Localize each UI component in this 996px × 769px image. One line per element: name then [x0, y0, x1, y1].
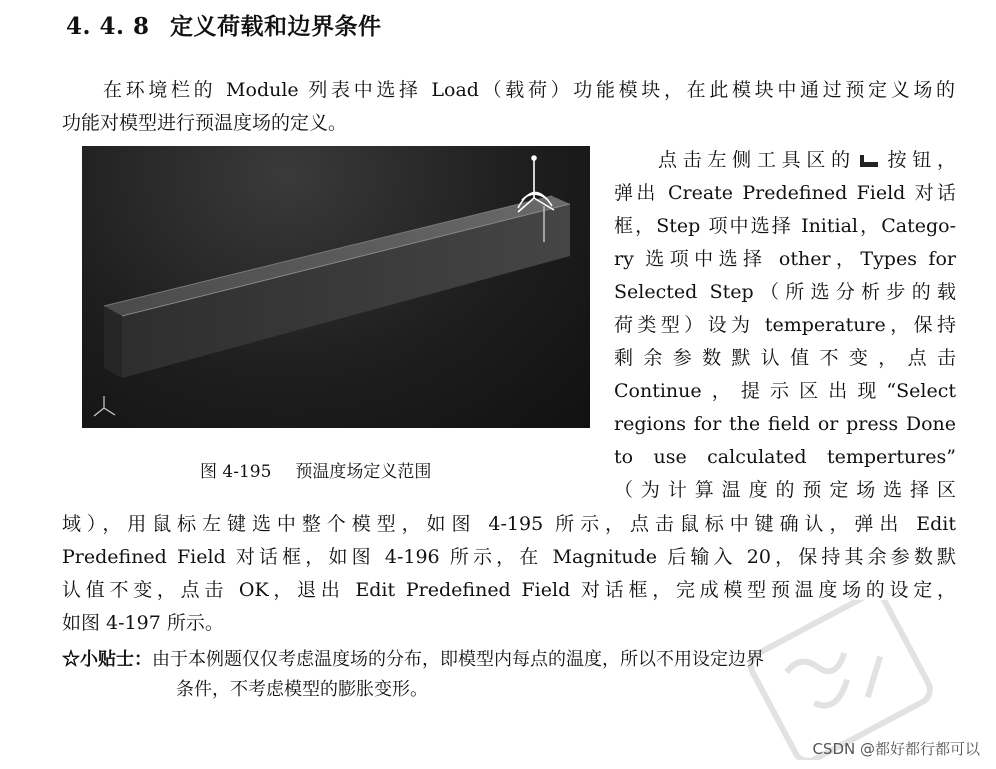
side-line-1 — [614, 144, 956, 177]
section-title: 定义荷载和边界条件 — [170, 13, 382, 40]
side-line-1-start: 点击左侧工具区的 — [658, 149, 856, 171]
side-line-7: 剩余参数默认值不变，点击 — [614, 347, 956, 369]
side-line-4: ry 选项中选择 other，Types for — [614, 248, 956, 270]
figure-caption — [200, 457, 431, 482]
beam-model-illustration — [82, 146, 590, 428]
bottom-line-2: Predefined Field 对话框，如图 4-196 所示，在 Magnitude 后输入 20，保持其余参数默 — [62, 546, 956, 568]
bottom-line-1: 域），用鼠标左键选中整个模型，如图 4-195 所示，点击鼠标中键确认，弹出 Edit — [62, 513, 956, 535]
side-paragraph — [614, 144, 956, 507]
tip-text-1: 由于本例题仅仅考虑温度场的分布，即模型内每点的温度，所以不用设定边界 — [152, 649, 764, 670]
beam-end-face — [104, 306, 122, 378]
side-line-3: 框，Step 项中选择 Initial，Catego- — [614, 215, 956, 237]
side-line-9: regions for the field or press Done — [614, 413, 956, 435]
predefined-field-tool-icon — [860, 155, 878, 167]
intro-paragraph-line-2: 功能对模型进行预温度场的定义。 — [62, 112, 348, 134]
watermark-seal-icon — [736, 600, 936, 760]
bottom-line-4: 如图 4-197 所示。 — [62, 612, 224, 634]
section-heading — [66, 8, 382, 41]
tip-text-2: 条件，不考虑模型的膨胀变形。 — [176, 679, 428, 700]
side-line-2: 弹出 Create Predefined Field 对话 — [614, 182, 956, 204]
side-line-10: to use calculated tempertures” — [614, 446, 956, 468]
view-axes-icon — [94, 396, 115, 416]
csdn-credit: CSDN @都好都行都可以 — [812, 740, 980, 758]
figure-caption-number: 图 4-195 — [200, 462, 272, 482]
tip-label: ☆小贴士： — [62, 649, 152, 670]
section-number: 4. 4. 8 — [66, 13, 150, 40]
figure-caption-text: 预温度场定义范围 — [295, 462, 432, 482]
side-line-5: Selected Step（所选分析步的载 — [614, 281, 956, 303]
side-line-8: Continue，提示区出现“Select — [614, 380, 956, 402]
side-line-11: （为计算温度的预定场选择区 — [614, 479, 956, 501]
bottom-line-3: 认值不变，点击 OK，退出 Edit Predefined Field 对话框，完成模型预温度场的设定， — [62, 579, 956, 601]
intro-paragraph-line-1: 在环境栏的 Module 列表中选择 Load（载荷）功能模块，在此模块中通过预定义场的 — [103, 79, 955, 101]
figure-beam-model — [82, 146, 590, 428]
side-line-6: 荷类型）设为 temperature，保持 — [614, 314, 956, 336]
side-line-1-end: 按钮， — [881, 149, 956, 171]
